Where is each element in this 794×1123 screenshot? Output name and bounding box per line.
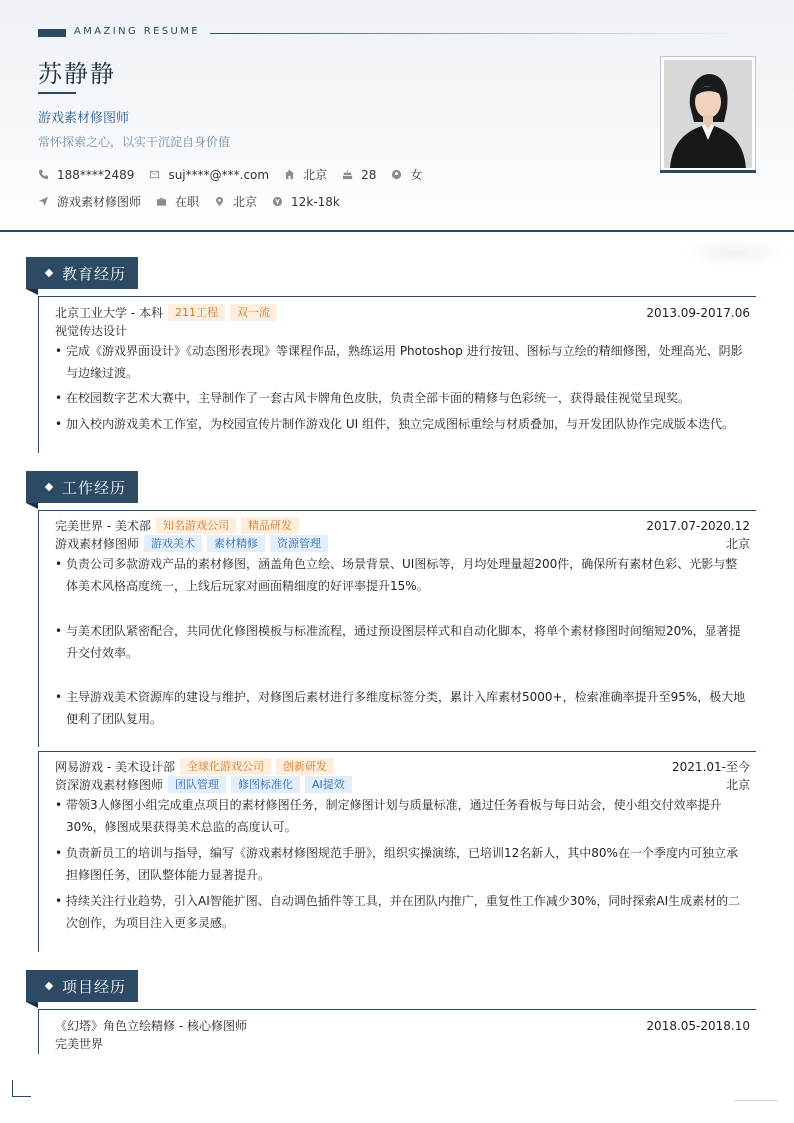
- location-pin-icon: [214, 196, 225, 207]
- work-city: 北京: [725, 537, 750, 551]
- phone-icon: [38, 169, 49, 180]
- diamond-icon: [45, 269, 53, 277]
- target-city-text: 北京: [233, 195, 258, 209]
- section-title-projects: [26, 970, 138, 1002]
- work-city: 北京: [725, 778, 750, 792]
- target-city-item: [214, 193, 257, 210]
- motto: 常怀探索之心，以实干沉淀自身价值: [38, 135, 231, 149]
- tag-line: [210, 33, 755, 34]
- work-date: 2021.01-至今: [672, 760, 750, 774]
- send-icon: [38, 196, 49, 207]
- name-underline: [38, 92, 76, 94]
- work-entry-1: [38, 510, 756, 747]
- role-badge: 资源管理: [270, 535, 328, 552]
- profile-photo: [660, 56, 756, 172]
- company-row: [55, 758, 750, 775]
- hometown-text: 北京: [303, 168, 328, 182]
- status-text: 在职: [175, 195, 200, 209]
- job-title: 游戏素材修图师: [38, 111, 130, 126]
- list-item: • 负责新员工的培训与指导，编写《游戏素材修图规范手册》，组织实操演练，已培训12名新人，其中80%在一个季度内可独立承担修图任务，团队整体能力显著提升。: [55, 842, 748, 886]
- list-item: • 负责公司多款游戏产品的素材修图，涵盖角色立绘、场景背景、UI图标等，月均处理量超200件，确保所有素材色彩、光影与整体美术风格高度统一，上线后玩家对画面精细度的好评率提升15%。: [55, 553, 748, 597]
- age-item: [342, 168, 376, 182]
- salary-icon: [272, 196, 283, 207]
- salary-text: 12k-18k: [291, 194, 340, 209]
- salary-item: [272, 195, 340, 209]
- list-item: • 带领3人修图小组完成重点项目的素材修图任务，制定修图计划与质量标准，通过任务看板与每日站会，使小组交付效率提升30%，修图成果获得美术总监的高度认可。: [55, 794, 748, 838]
- work-date: 2017.07-2020.12: [646, 518, 750, 533]
- role-badge: 素材精修: [207, 535, 265, 552]
- education-section: [38, 296, 756, 453]
- home-icon: [284, 169, 295, 180]
- role-badge: 修图标准化: [231, 776, 300, 793]
- project-date: 2018.05-2018.10: [646, 1018, 750, 1033]
- target-job-item: [38, 193, 141, 210]
- list-item: • 持续关注行业趋势，引入AI智能扩图、自动调色插件等工具，并在团队内推广，重复性工作减少30%，同时探索AI生成素材的二次创作，为项目注入更多灵感。: [55, 890, 748, 934]
- project-entry: [38, 1009, 756, 1054]
- photo-accent-bar: [660, 170, 756, 173]
- mail-icon: [149, 169, 160, 180]
- email-item: [149, 168, 269, 182]
- company-row: [55, 517, 750, 534]
- gender-text: 女: [410, 168, 423, 182]
- status-item: [156, 193, 199, 210]
- project-company: 完美世界: [55, 1037, 104, 1051]
- education-date: 2013.09-2017.06: [646, 305, 750, 320]
- list-item: • 与美术团队紧密配合，共同优化修图模板与标准流程，通过预设图层样式和自动化脚本，将单个素材修图时间缩短20%，显著提升交付效率。: [55, 620, 748, 664]
- cake-icon: [342, 169, 353, 180]
- role-row: [55, 776, 750, 793]
- company-badge: 精品研发: [241, 517, 299, 534]
- gender-icon: [391, 169, 402, 180]
- company-badge: 全球化游戏公司: [180, 758, 271, 775]
- section-title-text: 教育经历: [62, 264, 127, 283]
- page-corner-decoration: [12, 1080, 31, 1097]
- section-title-work: [26, 471, 138, 503]
- major: 视觉传达设计: [55, 324, 128, 338]
- portrait-illustration: [664, 60, 752, 168]
- briefcase-icon: [156, 196, 167, 207]
- school-badge: 211工程: [168, 304, 225, 321]
- header-divider: [0, 230, 794, 232]
- major-row: [55, 322, 750, 339]
- phone-item: [38, 168, 134, 182]
- role-name: 资深游戏素材修图师: [55, 778, 164, 792]
- project-name: 《幻塔》角色立绘精修 - 核心修图师: [55, 1019, 247, 1033]
- section-title-text: 工作经历: [62, 478, 127, 497]
- role-badge: AI提效: [305, 776, 352, 793]
- resume-tag: AMAZING RESUME: [74, 26, 200, 37]
- company-name: 网易游戏 - 美术设计部: [55, 760, 175, 774]
- age-text: 28: [361, 167, 377, 182]
- role-badge: 团队管理: [168, 776, 226, 793]
- job-intent-row: [38, 193, 355, 210]
- role-badge: 游戏美术: [144, 535, 202, 552]
- list-item: • 加入校内游戏美术工作室，为校园宣传片制作游戏化 UI 组件，独立完成图标重绘与材质叠加，与开发团队协作完成版本迭代。: [55, 413, 748, 435]
- project-row: [55, 1017, 750, 1034]
- email-text: suj****@***.com: [168, 167, 270, 182]
- diamond-icon: [45, 483, 53, 491]
- contact-row: [38, 166, 437, 183]
- project-company-row: [55, 1035, 750, 1052]
- company-name: 完美世界 - 美术部: [55, 519, 151, 533]
- school-name: 北京工业大学 - 本科: [55, 306, 163, 320]
- target-job-text: 游戏素材修图师: [57, 195, 142, 209]
- list-item: • 主导游戏美术资源库的建设与维护，对修图后素材进行多维度标签分类，累计入库素材5000+，检索准确率提升至95%，极大地便利了团队复用。: [55, 686, 748, 730]
- section-title-text: 项目经历: [62, 977, 127, 996]
- candidate-name: 苏静静: [38, 60, 116, 88]
- portrait-image: [664, 60, 752, 168]
- education-header-row: [55, 304, 750, 321]
- list-item: • 在校园数字艺术大赛中，主导制作了一套古风卡牌角色皮肤，负责全部卡面的精修与色彩统一，获得最佳视觉呈现奖。: [55, 387, 748, 409]
- company-badge: 知名游戏公司: [156, 517, 236, 534]
- hometown-item: [284, 166, 327, 183]
- decorative-shadow: [680, 238, 790, 268]
- school-badge: 双一流: [230, 304, 277, 321]
- work-entry-2: [38, 751, 756, 952]
- tag-accent-bar: [38, 29, 66, 37]
- list-item: • 完成《游戏界面设计》《动态图形表现》等课程作品，熟练运用 Photoshop 进行按钮、图标与立绘的精细修图，处理高光、阴影与边缘过渡。: [55, 340, 748, 384]
- section-title-education: [26, 257, 138, 289]
- gender-item: [391, 166, 422, 183]
- role-row: [55, 535, 750, 552]
- diamond-icon: [45, 982, 53, 990]
- page-corner-line: [734, 1100, 778, 1101]
- phone-text: 188****2489: [57, 167, 135, 182]
- role-name: 游戏素材修图师: [55, 537, 140, 551]
- company-badge: 创新研发: [276, 758, 334, 775]
